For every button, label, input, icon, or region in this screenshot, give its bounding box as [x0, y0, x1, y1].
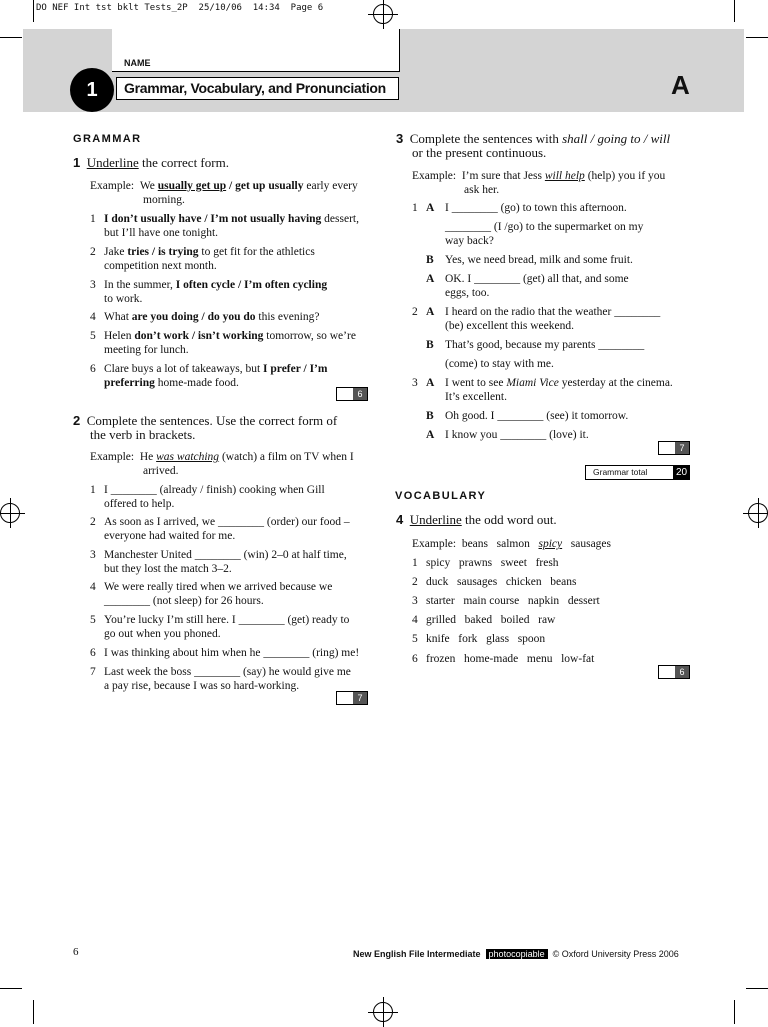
- question-3-instruction: 3 Complete the sentences with shall / going to / will: [396, 131, 671, 146]
- question-2-instruction-cont: the verb in brackets.: [90, 427, 196, 442]
- list-item[interactable]: 2 duck sausages chicken beans: [412, 576, 577, 588]
- list-item[interactable]: 3 A I went to see Miami Vice yesterday at the cinema.: [412, 377, 673, 389]
- unit-number-badge: 1: [70, 68, 114, 112]
- question-2-example-cont: arrived.: [143, 465, 179, 477]
- list-item-cont: ________ (not sleep) for 26 hours.: [104, 595, 264, 607]
- question-4-instruction: 4 Underline the odd word out.: [396, 512, 557, 527]
- question-1-instruction: 1 Underline the correct form.: [73, 155, 229, 170]
- crop-mark: [0, 988, 22, 989]
- list-item-cont: but I’ll have one tonight.: [104, 227, 219, 239]
- list-item[interactable]: B That’s good, because my parents ________: [426, 339, 645, 351]
- question-2-example: Example: He was watching (watch) a film on TV when I: [90, 451, 354, 463]
- list-item-cont: eggs, too.: [445, 287, 490, 299]
- list-item[interactable]: 1 I don’t usually have / I’m not usually having dessert,: [90, 213, 359, 225]
- list-item-cont: (come) to stay with me.: [445, 358, 554, 370]
- list-item[interactable]: 4 grilled baked boiled raw: [412, 614, 556, 626]
- crop-mark: [734, 0, 735, 22]
- page-title: Grammar, Vocabulary, and Pronunciation: [124, 80, 386, 96]
- question-number: 1: [73, 155, 81, 170]
- list-item[interactable]: 6 frozen home-made menu low-fat: [412, 653, 595, 665]
- score-box[interactable]: 6: [658, 665, 690, 679]
- crop-mark: [746, 988, 768, 989]
- list-item-cont: but they lost the match 3–2.: [104, 563, 232, 575]
- grammar-heading: GRAMMAR: [73, 133, 142, 145]
- crop-mark: [734, 1000, 735, 1024]
- list-item-cont: It’s excellent.: [445, 391, 507, 403]
- question-3-instruction-cont: or the present continuous.: [412, 145, 547, 160]
- list-item[interactable]: 3 Manchester United ________ (win) 2–0 at half time,: [90, 549, 347, 561]
- registration-mark-icon: [748, 503, 768, 523]
- list-item-cont: offered to help.: [104, 498, 175, 510]
- list-item[interactable]: 2 As soon as I arrived, we ________ (order) our food –: [90, 516, 350, 528]
- registration-mark-icon: [373, 4, 393, 24]
- print-slug: DO NEF Int tst bklt Tests_2P 25/10/06 14:34 Page 6: [36, 3, 324, 13]
- list-item-cont: everyone had waited for me.: [104, 530, 236, 542]
- list-item[interactable]: ________ (I /go) to the supermarket on my: [445, 221, 644, 233]
- question-2-instruction: 2 Complete the sentences. Use the correct form of: [73, 413, 338, 428]
- question-4-example: Example: beans salmon spicy sausages: [412, 538, 612, 550]
- list-item[interactable]: 6 Clare buys a lot of takeaways, but I prefer / I’m: [90, 363, 328, 375]
- grammar-total-label: Grammar total: [593, 467, 648, 477]
- registration-mark-icon: [373, 1002, 393, 1022]
- list-item[interactable]: 6 I was thinking about him when he ________ (ring) me!: [90, 647, 360, 659]
- list-item-cont: competition next month.: [104, 260, 217, 272]
- footer-credit: New English File Intermediate photocopiable © Oxford University Press 2006: [353, 949, 679, 959]
- score-box[interactable]: 6: [336, 387, 368, 401]
- list-item[interactable]: B Yes, we need bread, milk and some fruit.: [426, 254, 633, 266]
- list-item[interactable]: 4 What are you doing / do you do this evening?: [90, 311, 320, 323]
- test-version: A: [671, 70, 690, 100]
- photocopiable-badge: photocopiable: [486, 949, 548, 959]
- vocabulary-heading: VOCABULARY: [395, 490, 487, 502]
- list-item-cont: way back?: [445, 235, 494, 247]
- score-box[interactable]: 7: [336, 691, 368, 705]
- list-item-cont: to work.: [104, 293, 143, 305]
- question-3-example: Example: I’m sure that Jess will help (help) you if you: [412, 170, 666, 182]
- grammar-total-value: 20: [673, 465, 690, 480]
- list-item-cont: meeting for lunch.: [104, 344, 189, 356]
- question-1-example: Example: We usually get up / get up usually early every: [90, 180, 358, 192]
- list-item[interactable]: B Oh good. I ________ (see) it tomorrow.: [426, 410, 629, 422]
- name-field[interactable]: [112, 29, 400, 72]
- list-item[interactable]: 2 A I heard on the radio that the weather ________: [412, 306, 661, 318]
- list-item[interactable]: 3 In the summer, I often cycle / I’m often cycling: [90, 279, 328, 291]
- list-item-cont: go out when you phoned.: [104, 628, 221, 640]
- list-item[interactable]: 2 Jake tries / is trying to get fit for the athletics: [90, 246, 315, 258]
- list-item[interactable]: A OK. I ________ (get) all that, and some: [426, 273, 629, 285]
- crop-mark: [33, 0, 34, 22]
- question-1-example-cont: morning.: [143, 194, 185, 206]
- list-item[interactable]: A I know you ________ (love) it.: [426, 429, 589, 441]
- list-item[interactable]: 5 You’re lucky I’m still here. I ________ (get) ready to: [90, 614, 350, 626]
- crop-mark: [33, 1000, 34, 1024]
- question-3-example-cont: ask her.: [464, 184, 500, 196]
- list-item-cont: (be) excellent this weekend.: [445, 320, 574, 332]
- crop-mark: [0, 37, 22, 38]
- crop-mark: [746, 37, 768, 38]
- list-item-cont: preferring home-made food.: [104, 377, 239, 389]
- score-box[interactable]: 7: [658, 441, 690, 455]
- list-item[interactable]: 1 I ________ (already / finish) cooking when Gill: [90, 484, 325, 496]
- list-item[interactable]: 5 Helen don’t work / isn’t working tomorrow, so we’re: [90, 330, 356, 342]
- list-item[interactable]: 5 knife fork glass spoon: [412, 633, 546, 645]
- name-label: NAME: [124, 58, 151, 68]
- list-item[interactable]: 4 We were really tired when we arrived because we: [90, 581, 333, 593]
- list-item[interactable]: 3 starter main course napkin dessert: [412, 595, 600, 607]
- list-item[interactable]: 1 spicy prawns sweet fresh: [412, 557, 559, 569]
- list-item[interactable]: 7 Last week the boss ________ (say) he would give me: [90, 666, 351, 678]
- list-item[interactable]: 1 A I ________ (go) to town this afternoon.: [412, 202, 627, 214]
- list-item-cont: a pay rise, because I was so hard-working.: [104, 680, 300, 692]
- registration-mark-icon: [0, 503, 20, 523]
- page-number: 6: [73, 946, 79, 958]
